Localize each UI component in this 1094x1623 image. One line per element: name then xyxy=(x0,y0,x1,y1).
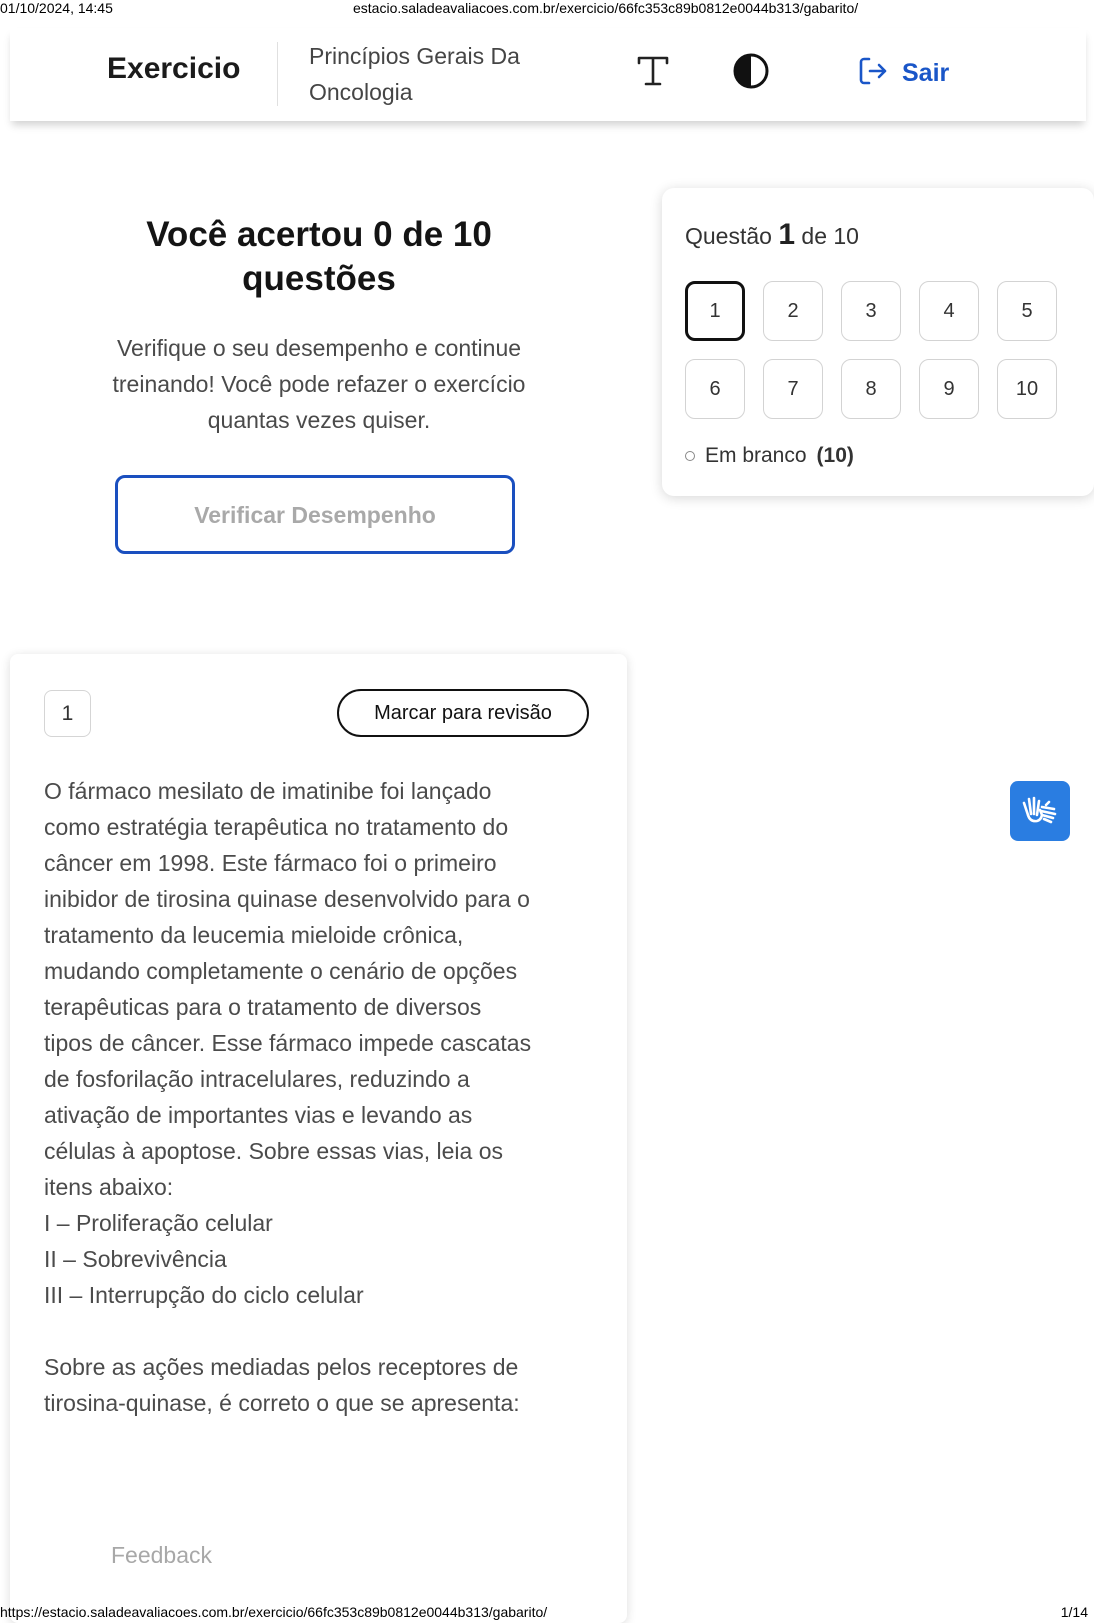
result-summary xyxy=(60,213,578,438)
navigator-total: de 10 xyxy=(801,223,859,249)
statement-line: mudando completamente o cenário de opções xyxy=(44,958,518,984)
font-size-icon[interactable] xyxy=(635,50,671,90)
statement-items xyxy=(44,1205,592,1313)
question-button-2[interactable]: 2 xyxy=(763,281,823,341)
prompt-line: tirosina-quinase, é correto o que se apresenta: xyxy=(44,1390,520,1416)
print-footer xyxy=(0,1604,1094,1622)
navigator-label: Questão xyxy=(685,223,772,249)
blank-legend-label: Em branco xyxy=(705,444,807,467)
result-description xyxy=(60,330,578,438)
subject-title-line2: Oncologia xyxy=(309,79,413,105)
question-button-4[interactable]: 4 xyxy=(919,281,979,341)
result-title xyxy=(60,213,578,301)
prompt-line: Sobre as ações mediadas pelos receptores de xyxy=(44,1354,519,1380)
logout-button[interactable] xyxy=(858,53,949,93)
question-number-badge: 1 xyxy=(44,690,91,737)
print-page-number: 1/14 xyxy=(1060,1604,1088,1620)
feedback-label[interactable]: Feedback xyxy=(111,1542,213,1568)
question-prompt xyxy=(44,1349,592,1421)
result-description-line3: quantas vezes quiser. xyxy=(207,407,431,433)
statement-item: I – Proliferação celular xyxy=(44,1210,273,1236)
print-header xyxy=(0,0,1094,18)
question-card xyxy=(10,654,627,1623)
result-title-line2: questões xyxy=(242,259,396,298)
print-header-url: estacio.saladeavaliacoes.com.br/exercicio/66fc353c89b0812e0044b313/gabarito/ xyxy=(353,0,859,16)
navigator-title xyxy=(685,218,859,252)
statement-line: tipos de câncer. Esse fármaco impede cascatas xyxy=(44,1030,532,1056)
result-title-line1: Você acertou 0 de 10 xyxy=(146,215,492,254)
question-button-5[interactable]: 5 xyxy=(997,281,1057,341)
brand-title: Exercicio xyxy=(107,52,241,85)
statement-item: II – Sobrevivência xyxy=(44,1246,227,1272)
statement-line: inibidor de tirosina quinase desenvolvido para o xyxy=(44,886,530,912)
statement-line: terapêuticas para o tratamento de diversos xyxy=(44,994,482,1020)
subject-title-line1: Princípios Gerais Da xyxy=(309,43,520,69)
statement-line: ativação de importantes vias e levando as xyxy=(44,1102,473,1128)
sign-language-button[interactable] xyxy=(1010,781,1070,841)
statement-line: câncer em 1998. Este fármaco foi o primeiro xyxy=(44,850,497,876)
result-description-line1: Verifique o seu desempenho e continue xyxy=(116,335,522,361)
question-button-6[interactable]: 6 xyxy=(685,359,745,419)
statement-line: de fosforilação intracelulares, reduzindo a xyxy=(44,1066,470,1092)
statement-line: células à apoptose. Sobre essas vias, leia os xyxy=(44,1138,503,1164)
blank-status-dot-icon xyxy=(685,451,695,461)
print-footer-url: https://estacio.saladeavaliacoes.com.br/exercicio/66fc353c89b0812e0044b313/gabarito/ xyxy=(0,1604,548,1620)
question-button-9[interactable]: 9 xyxy=(919,359,979,419)
contrast-icon[interactable] xyxy=(732,52,770,90)
statement-line: itens abaixo: xyxy=(44,1174,174,1200)
logout-arrow-icon xyxy=(858,56,888,91)
statement-item: III – Interrupção do ciclo celular xyxy=(44,1282,364,1308)
logout-label: Sair xyxy=(902,58,950,87)
question-grid xyxy=(685,281,1057,419)
blank-legend-count: (10) xyxy=(816,444,854,467)
question-statement xyxy=(44,773,592,1421)
blank-legend xyxy=(685,444,854,468)
verify-performance-button[interactable]: Verificar Desempenho xyxy=(115,475,515,554)
result-description-line2: treinando! Você pode refazer o exercício xyxy=(112,371,526,397)
subject-title xyxy=(309,38,579,110)
header-divider xyxy=(277,42,278,106)
sign-language-hands-icon xyxy=(1020,789,1060,834)
navigator-current-number: 1 xyxy=(778,218,796,251)
question-button-8[interactable]: 8 xyxy=(841,359,901,419)
question-button-1[interactable]: 1 xyxy=(685,281,745,341)
print-datetime: 01/10/2024, 14:45 xyxy=(0,0,113,16)
mark-for-review-button[interactable]: Marcar para revisão xyxy=(337,689,589,737)
question-button-7[interactable]: 7 xyxy=(763,359,823,419)
question-button-3[interactable]: 3 xyxy=(841,281,901,341)
question-paragraph xyxy=(44,773,592,1205)
question-button-10[interactable]: 10 xyxy=(997,359,1057,419)
question-navigator xyxy=(662,188,1094,496)
top-navbar xyxy=(10,28,1086,121)
statement-line: como estratégia terapêutica no tratamento do xyxy=(44,814,509,840)
statement-line: O fármaco mesilato de imatinibe foi lançado xyxy=(44,778,492,804)
statement-line: tratamento da leucemia mieloide crônica, xyxy=(44,922,464,948)
